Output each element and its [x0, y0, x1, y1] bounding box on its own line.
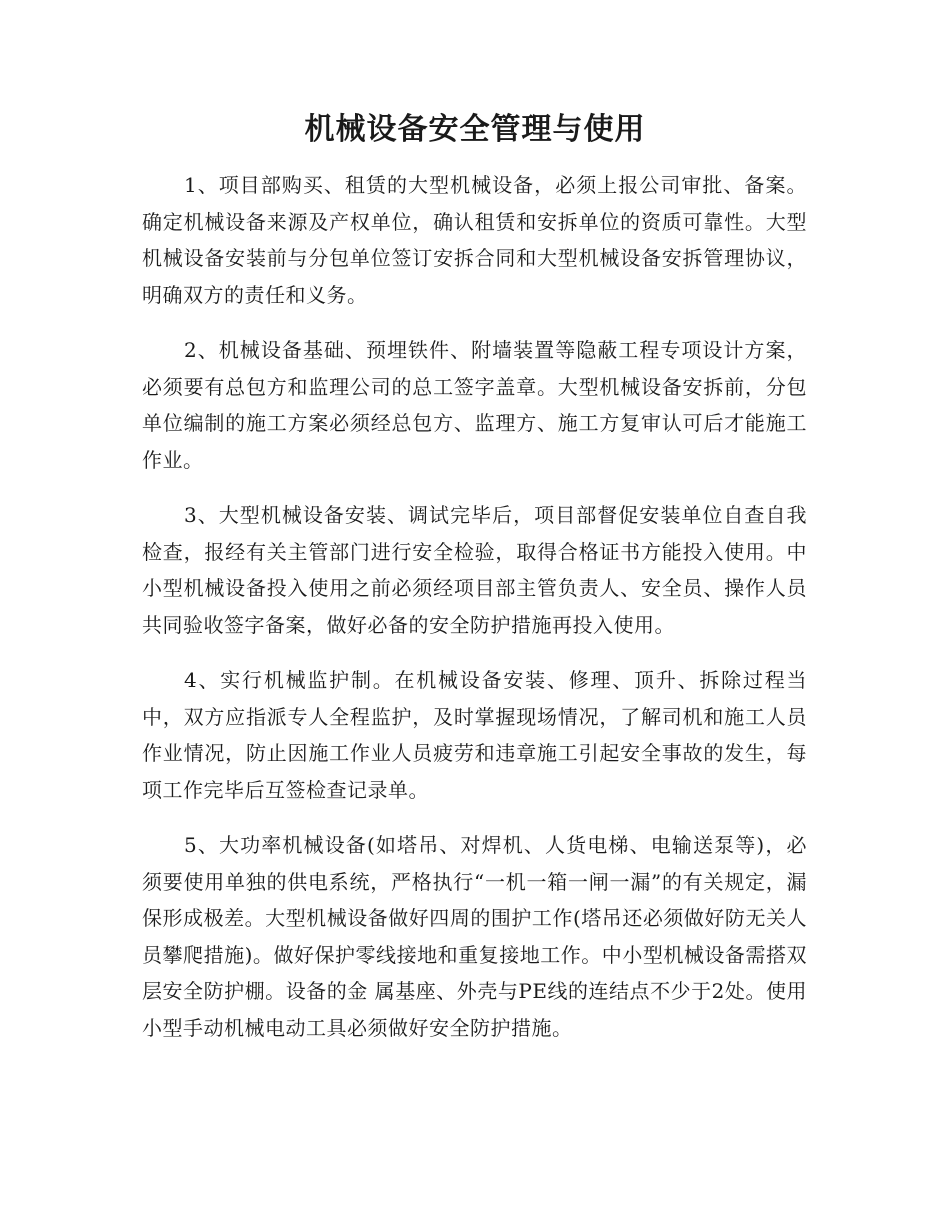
- page-title: 机械设备安全管理与使用: [304, 112, 646, 147]
- paragraph-1: 1、项目部购买、租赁的大型机械设备，必须上报公司审批、备案。确定机械设备来源及产权单位，确认租赁和安拆单位的资质可靠性。大型机械设备安装前与分包单位签订安拆合同和大型机械设备安拆管理协议，明确双方的责任和义务。: [142, 173, 807, 307]
- paragraph-3: 3、大型机械设备安装、调试完毕后，项目部督促安装单位自查自我检查，报经有关主管部门进行安全检验，取得合格证书方能投入使用。中小型机械设备投入使用之前必须经项目部主管负责人、安全员、操作人员共同验收签字备案，做好必备的安全防护措施再投入使用。: [142, 503, 807, 637]
- document-body: [142, 167, 807, 1065]
- paragraph-2: 2、机械设备基础、预埋铁件、附墙装置等隐蔽工程专项设计方案，必须要有总包方和监理公司的总工签字盖章。大型机械设备安拆前，分包单位编制的施工方案必须经总包方、监理方、施工方复审认可后才能施工作业。: [142, 338, 807, 472]
- paragraph-5: 5、大功率机械设备(如塔吊、对焊机、人货电梯、电输送泵等)，必须要使用单独的供电系统，严格执行“一机一箱一闸一漏”的有关规定，漏保形成极差。大型机械设备做好四周的围护工作(塔吊还必须做好防无关人员攀爬措施)。做好保护零线接地和重复接地工作。中小型机械设备需搭双层安全防护棚。设备的金 属基座、外壳与PE线的连结点不少于2处。使用小型手动机械电动工具必须做好安全防护措施。: [142, 833, 807, 1040]
- paragraph-4: 4、实行机械监护制。在机械设备安装、修理、顶升、拆除过程当中，双方应指派专人全程监护，及时掌握现场情况，了解司机和施工人员作业情况，防止因施工作业人员疲劳和违章施工引起安全事故的发生，每项工作完毕后互签检查记录单。: [142, 668, 807, 802]
